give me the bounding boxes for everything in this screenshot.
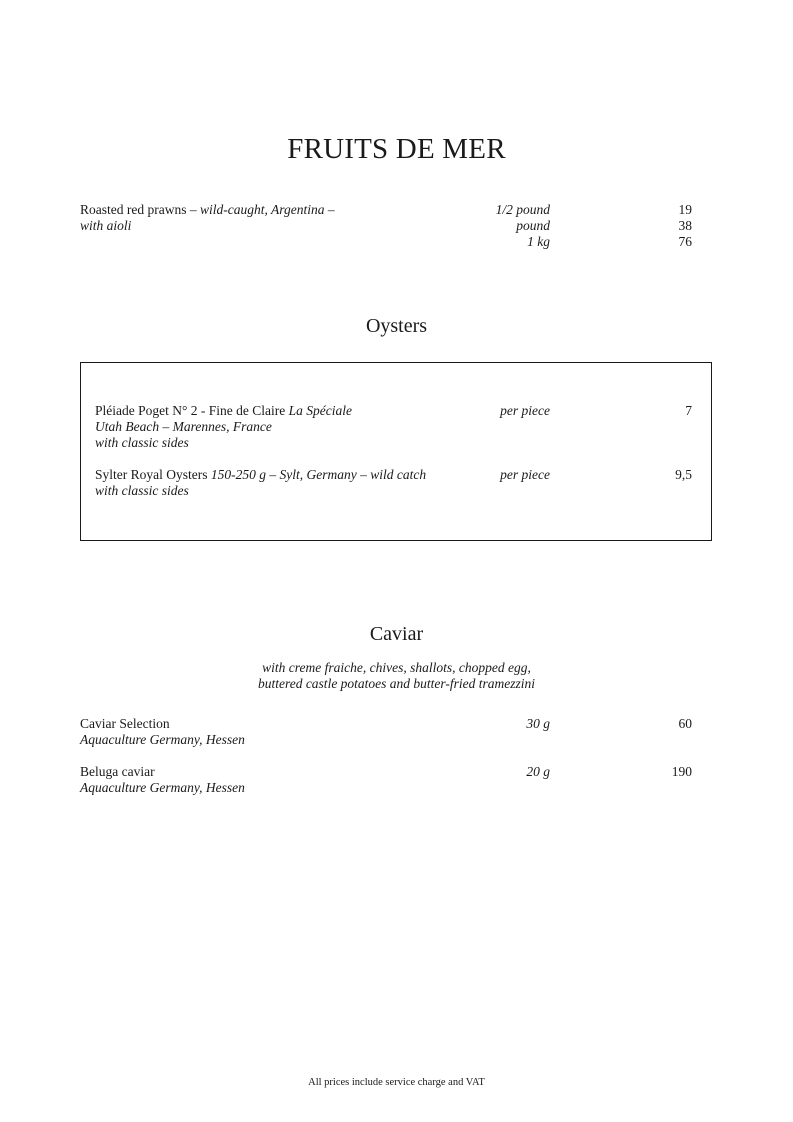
caviar-item-2-origin: Aquaculture Germany, Hessen <box>80 780 245 795</box>
prawns-name-text: Roasted red prawns – <box>80 202 200 217</box>
caviar-item-1-origin: Aquaculture Germany, Hessen <box>80 732 245 747</box>
footer-note: All prices include service charge and VAT <box>308 1077 485 1088</box>
oysters-box <box>80 362 712 541</box>
caviar-item-2-price: 190 <box>671 764 692 779</box>
caviar-desc-line-1: with creme fraiche, chives, shallots, chopped egg, <box>262 660 531 675</box>
prawns-qty-kg: 1 kg <box>527 234 550 249</box>
oyster-item-2-sides: with classic sides <box>95 483 189 498</box>
oyster-item-1-name-text: Pléiade Poget N° 2 - Fine de Claire <box>95 403 289 418</box>
oyster-item-1-variety: La Spéciale <box>288 403 352 418</box>
prawns-name <box>80 202 335 218</box>
prawns-price-pound: 38 <box>678 218 692 233</box>
prawns-price-half-pound: 19 <box>678 202 692 217</box>
oyster-item-1-origin: Utah Beach – Marennes, France <box>95 419 272 434</box>
caviar-item-1-qty: 30 g <box>526 716 550 731</box>
oyster-item-2-name-text: Sylter Royal Oysters <box>95 467 211 482</box>
prawns-subline: with aioli <box>80 218 132 233</box>
oyster-item-1-name <box>95 403 352 419</box>
prawns-qty-half-pound: 1/2 pound <box>495 202 550 217</box>
oyster-item-2-price: 9,5 <box>675 467 692 482</box>
prawns-price-kg: 76 <box>678 234 692 249</box>
page-title: FRUITS DE MER <box>287 133 506 165</box>
caviar-item-1-price: 60 <box>678 716 692 731</box>
caviar-item-1-name: Caviar Selection <box>80 716 170 731</box>
oyster-item-2-details: 150-250 g – Sylt, Germany – wild catch <box>210 467 427 482</box>
caviar-item-2-qty: 20 g <box>526 764 550 779</box>
prawns-qty-pound: pound <box>516 218 550 233</box>
oyster-item-1-price: 7 <box>685 403 692 418</box>
oyster-item-1-qty: per piece <box>500 403 550 418</box>
oyster-item-2-qty: per piece <box>500 467 550 482</box>
caviar-desc-line-2: buttered castle potatoes and butter-fried tramezzini <box>257 676 536 691</box>
oysters-title: Oysters <box>365 315 428 337</box>
oyster-item-1-sides: with classic sides <box>95 435 189 450</box>
caviar-title: Caviar <box>369 623 424 645</box>
caviar-item-2-name: Beluga caviar <box>80 764 155 779</box>
prawns-origin: wild-caught, Argentina – <box>199 202 335 217</box>
